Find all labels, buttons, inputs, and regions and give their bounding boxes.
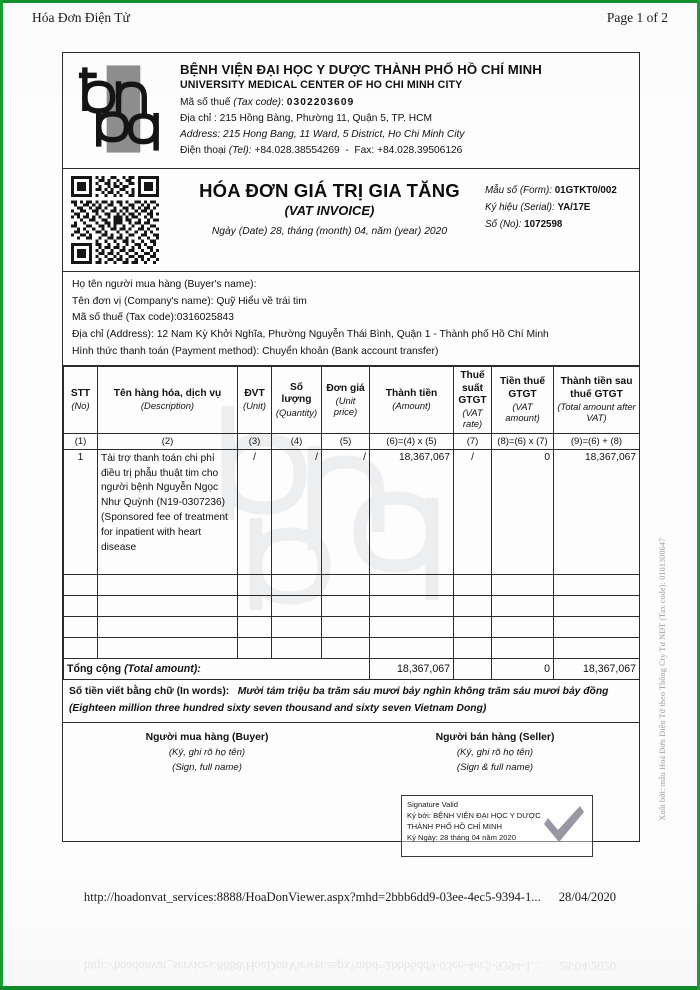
col-num-3: (3) [238, 433, 272, 449]
scan-edge-left [0, 0, 3, 990]
invoice-serial-value: YA/17E [557, 202, 591, 214]
in-words-label: Số tiền viết bằng chữ (In words): [69, 685, 230, 697]
col-head-quantity: Số lượng (Quantity) [272, 367, 322, 433]
invoice-header [63, 53, 639, 169]
company-fax: +84.028.39506126 [377, 144, 463, 156]
signature-section [63, 723, 639, 918]
buyer-section [63, 272, 639, 366]
company-info [174, 59, 635, 161]
footer-date-ghost: 28/04/2020 [558, 959, 617, 973]
buyer-payment-value: Chuyển khoản (Bank account transfer) [262, 345, 439, 357]
cell-no: 1 [64, 449, 98, 574]
total-label-en: (Total amount): [124, 662, 201, 675]
page-header-bar [0, 10, 700, 26]
table-row [64, 449, 640, 574]
page-footer [0, 890, 700, 905]
total-label-cell [64, 658, 370, 679]
invoice-no-value: 1072598 [524, 219, 563, 231]
scan-edge-bottom [0, 986, 700, 990]
phone-label-vi: Điện thoại [180, 144, 226, 156]
in-words-en: (Eighteen million three hundred sixty seven thousand and sixty seven Vietnam Dong) [69, 702, 487, 714]
digital-signature-stamp [401, 795, 593, 857]
buyer-company-row [72, 294, 631, 311]
invoice-serial-row [485, 199, 635, 216]
stamp-valid-label: Signature Valid [407, 799, 458, 809]
table-total-row [64, 658, 640, 679]
footer-url: http://hoadonvat_services:8888/HoaDonViewer.aspx?mhd=2bbb6dd9-03ee-4ec5-9394-1... [83, 890, 541, 904]
col-num-4: (4) [272, 433, 322, 449]
table-row-blank [64, 595, 640, 616]
stamp-signed-by: BỆNH VIỆN ĐẠI HỌC Y DƯỢC [433, 810, 541, 820]
phone-label-en: (Tel): [228, 144, 252, 156]
buyer-signature-sub2: (Sign, full name) [172, 761, 242, 773]
invoice-serial-label: Ký hiệu (Serial): [485, 202, 555, 214]
company-address-vi: 215 Hồng Bàng, Phường 11, Quận 5, TP. HCM [219, 112, 432, 124]
total-vat-amount: 0 [492, 658, 554, 679]
footer-url-ghost: http://hoadonvat_services:8888/HoaDonViewer.aspx?mhd=2bbb6dd9-03ee-4ec5-9394-1... [83, 959, 541, 973]
buyer-tax-value: 0316025843 [176, 312, 235, 324]
address-label-en: Address: [180, 128, 221, 140]
total-vat-rate [454, 658, 492, 679]
table-column-number-row [64, 433, 640, 449]
col-num-7: (7) [454, 433, 492, 449]
cell-total-after-vat: 18,367,067 [554, 449, 640, 574]
invoice-no-row [485, 216, 635, 233]
col-num-5: (5) [322, 433, 370, 449]
company-tax-code: 0302203609 [286, 96, 355, 108]
page-header-title: Hóa Đơn Điện Tử [32, 10, 130, 25]
total-amount: 18,367,067 [370, 658, 454, 679]
col-num-8: (8)=(6) x (7) [492, 433, 554, 449]
cell-vat-amount: 0 [492, 449, 554, 574]
footer-date: 28/04/2020 [558, 890, 617, 904]
footer-bleedthrough [0, 958, 700, 973]
company-address-vi-line [180, 112, 635, 125]
total-label-vi: Tổng cộng [67, 662, 122, 675]
cell-unit-price: / [322, 449, 370, 574]
invoice-document [62, 52, 640, 842]
seller-signature-sub2: (Sign & full name) [456, 761, 534, 773]
invoice-title-vi: HÓA ĐƠN GIÁ TRỊ GIA TĂNG [199, 180, 460, 201]
invoice-meta [485, 174, 635, 266]
table-row-blank [64, 574, 640, 595]
col-num-2: (2) [98, 433, 238, 449]
company-tax-line: Mã số thuế (Tax code): 0302203609 [180, 96, 355, 108]
cell-vat-rate: / [454, 449, 492, 574]
company-name-vi: BỆNH VIỆN ĐẠI HỌC Y DƯỢC THÀNH PHỐ HỒ CHÍ MINH [180, 62, 542, 77]
invoice-line-items-table [63, 366, 640, 679]
invoice-title-en: (VAT INVOICE) [284, 203, 375, 218]
col-num-6: (6)=(4) x (5) [370, 433, 454, 449]
buyer-address-row [72, 327, 631, 344]
cell-unit: / [238, 449, 272, 574]
buyer-signature-sub1: (Ký, ghi rõ họ tên) [168, 746, 246, 758]
buyer-address-label: Địa chỉ (Address): [72, 329, 154, 341]
col-num-9: (9)=(6) + (8) [554, 433, 640, 449]
buyer-tax-row [72, 310, 631, 327]
amount-in-words-section [63, 680, 639, 723]
cell-amount: 18,367,067 [370, 449, 454, 574]
tax-label-vi: Mã số thuế [180, 96, 231, 108]
invoice-form-row [485, 182, 635, 199]
company-contact-line: Điện thoại (Tel): +84.028.38554269 - Fax: +84.028.39506126 [180, 144, 463, 156]
buyer-company-label: Tên đơn vị (Company's name): [72, 295, 214, 307]
invoice-title-block [63, 169, 639, 272]
buyer-name-row [72, 277, 631, 294]
col-head-amount: Thành tiền (Amount) [370, 367, 454, 433]
page-indicator: Page 1 of 2 [606, 10, 668, 25]
buyer-company-value: Quỹ Hiểu về trái tim [216, 295, 307, 307]
table-header-row [64, 367, 640, 433]
checkmark-icon [540, 804, 586, 844]
address-label-vi: Địa chỉ : [180, 112, 217, 124]
buyer-tax-label: Mã số thuế (Tax code): [72, 312, 177, 324]
buyer-payment-row [72, 344, 631, 361]
table-row-blank [64, 637, 640, 658]
scan-edge-top [0, 0, 700, 3]
cell-quantity: / [272, 449, 322, 574]
buyer-payment-label: Hình thức thanh toán (Payment method): [72, 345, 260, 357]
company-address-en-line [180, 128, 635, 141]
invoice-form-label: Mẫu số (Form): [485, 185, 552, 196]
fax-label: Fax: [354, 144, 375, 156]
company-address-en: 215 Hong Bang, 11 Ward, 5 District, Ho Chi Minh City [223, 128, 465, 140]
in-words-vi: Mười tám triệu ba trăm sáu mươi bảy nghìn không trăm sáu mươi bảy đồng [237, 685, 609, 697]
invoice-no-label: Số (No): [485, 219, 522, 231]
col-head-vat-rate: Thuế suất GTGT (VAT rate) [454, 367, 492, 433]
cell-description: Tài trợ thanh toán chi phí điều trị phẫu thuật tim cho người bệnh Nguyễn Ngọc Như Quỳnh (N19-0307236) (Sponsored fee of treatment for inpatient with heart disease [98, 449, 238, 574]
col-head-description: Tên hàng hóa, dịch vụ (Description) [98, 367, 238, 433]
stamp-signed-by-2: THÀNH PHỐ HỒ CHÍ MINH [407, 821, 502, 831]
seller-signature-sub1: (Ký, ghi rõ họ tên) [456, 746, 534, 758]
invoice-title-center [174, 174, 485, 266]
tax-label-en: (Tax code) [233, 96, 282, 108]
col-head-vat-amount: Tiền thuế GTGT (VAT amount) [492, 367, 554, 433]
total-after-vat: 18,367,067 [554, 658, 640, 679]
buyer-signature-title: Người mua hàng (Buyer) [145, 731, 269, 743]
buyer-name-label: Họ tên người mua hàng (Buyer's name): [72, 279, 257, 290]
invoice-form-value: 01GTKT0/002 [554, 185, 617, 196]
company-phone: +84.028.38554269 [254, 144, 340, 156]
col-head-no: STT (No) [64, 367, 98, 433]
qr-code-icon [69, 174, 174, 266]
col-num-1: (1) [64, 433, 98, 449]
stamp-signed-by-label: Ký bởi: [407, 810, 431, 820]
col-head-total-after-vat: Thành tiền sau thuế GTGT (Total amount after VAT) [554, 367, 640, 433]
col-head-unit: ĐVT (Unit) [238, 367, 272, 433]
buyer-address-value: 12 Nam Kỳ Khởi Nghĩa, Phường Nguyễn Thái Bình, Quận 1 - Thành phố Hồ Chí Minh [156, 329, 549, 341]
stamp-signed-date: Ký Ngày: 28 tháng 04 năm 2020 [407, 832, 516, 842]
table-row-blank [64, 616, 640, 637]
col-head-unit-price: Đơn giá (Unit price) [322, 367, 370, 433]
seller-signature-title: Người bán hàng (Seller) [435, 731, 555, 743]
company-name-en: UNIVERSITY MEDICAL CENTER OF HO CHI MINH CITY [180, 79, 463, 92]
company-logo [69, 59, 174, 161]
side-annotation: Xuất bởi: mẫu Hoá Đơn Điện Tử theo Thông Cty Tư NĐT (Tax code): 0101300647 [658, 537, 667, 821]
invoice-date: Ngày (Date) 28, tháng (month) 04, năm (year) 2020 [211, 226, 448, 237]
